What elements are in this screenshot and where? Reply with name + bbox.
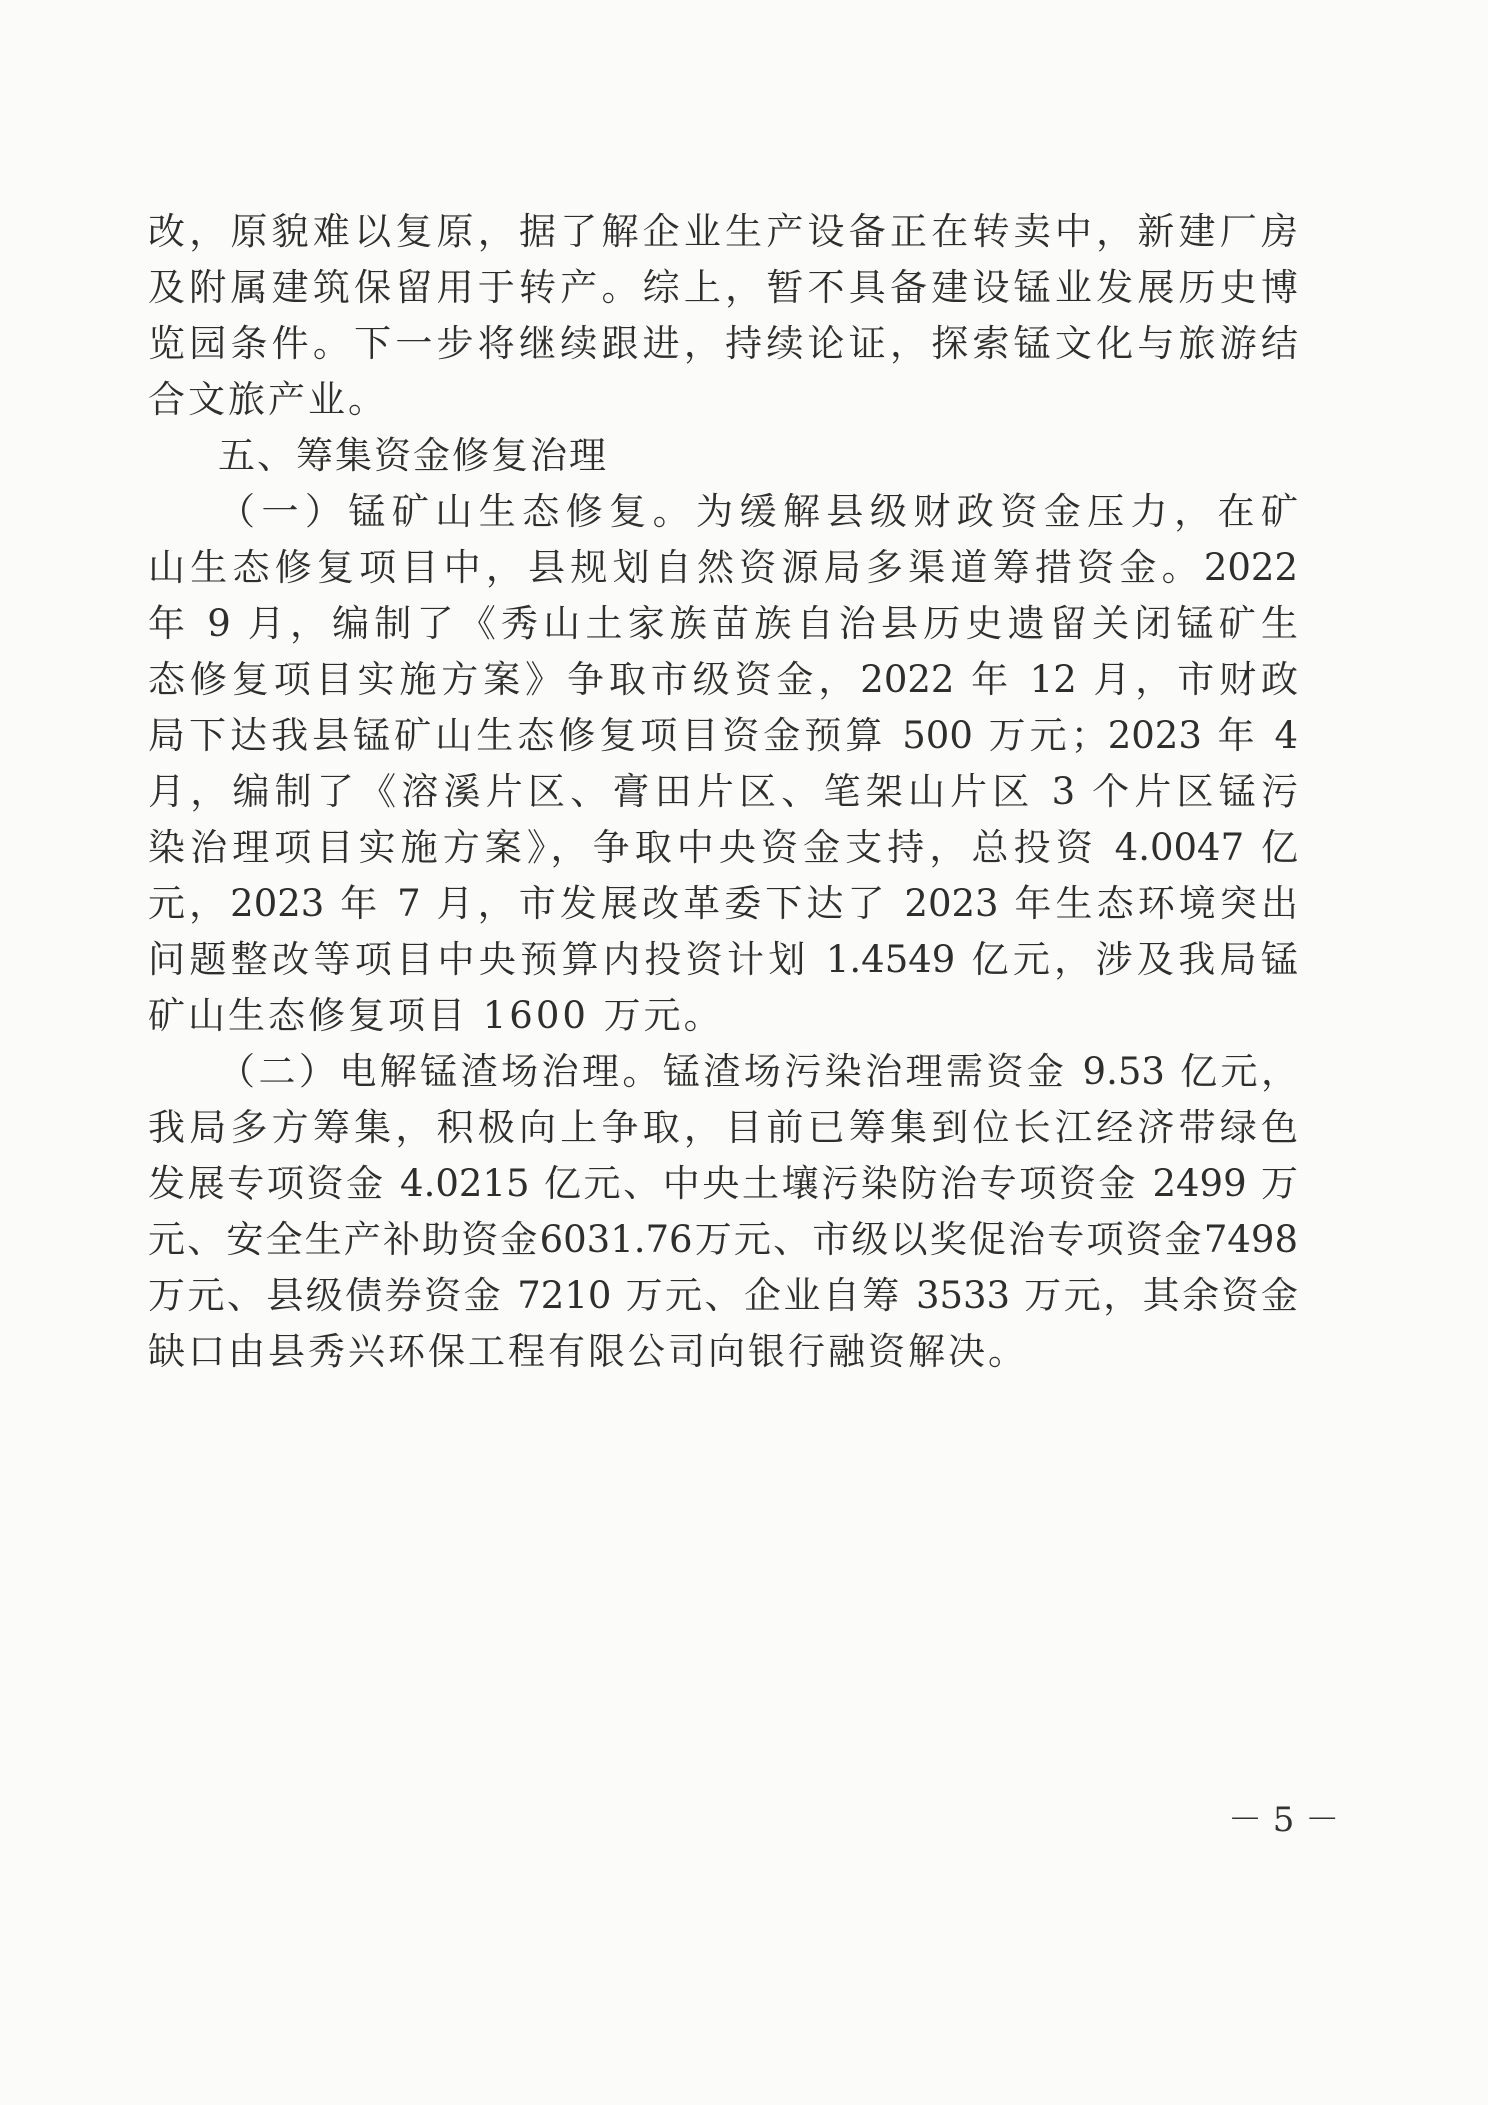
text-line: 缺口由县秀兴环保工程有限公司向银行融资解决。: [148, 1330, 1028, 1373]
text-line: 我局多方筹集，积极向上争取，目前已筹集到位长江经济带绿色: [148, 1106, 1298, 1149]
text-line: 及附属建筑保留用于转产。综上，暂不具备建设锰业发展历史博: [148, 266, 1298, 309]
text-line: 览园条件。下一步将继续跟进，持续论证，探索锰文化与旅游结: [148, 322, 1298, 365]
text-line: 改，原貌难以复原，据了解企业生产设备正在转卖中，新建厂房: [148, 210, 1298, 253]
text-line: 元、安全生产补助资金6031.76万元、市级以奖促治专项资金7498: [148, 1218, 1298, 1261]
page-number: － 5 －: [1228, 1800, 1340, 1840]
text-line: 态修复项目实施方案》争取市级资金，2022 年 12 月，市财政: [148, 658, 1298, 701]
section-heading: 五、筹集资金修复治理: [218, 434, 608, 477]
paragraph-mine-restoration: [148, 484, 1298, 1044]
text-line: 发展专项资金 4.0215 亿元、中央土壤污染防治专项资金 2499 万: [148, 1162, 1298, 1205]
text-line: （一）锰矿山生态修复。为缓解县级财政资金压力，在矿: [218, 490, 1298, 533]
text-line: 矿山生态修复项目 1600 万元。: [148, 994, 724, 1037]
text-line: 年 9 月，编制了《秀山土家族苗族自治县历史遗留关闭锰矿生: [148, 602, 1298, 645]
text-line: 染治理项目实施方案》，争取中央资金支持，总投资 4.0047 亿: [148, 826, 1298, 869]
text-line: 万元、县级债券资金 7210 万元、企业自筹 3533 万元，其余资金: [148, 1274, 1298, 1317]
text-line: 问题整改等项目中央预算内投资计划 1.4549 亿元，涉及我局锰: [148, 938, 1298, 981]
paragraph-continuation: [148, 204, 1298, 428]
text-line: 局下达我县锰矿山生态修复项目资金预算 500 万元；2023 年 4: [148, 714, 1298, 757]
text-line: （二）电解锰渣场治理。锰渣场污染治理需资金 9.53 亿元，: [218, 1050, 1298, 1093]
document-body: [148, 204, 1298, 1380]
paragraph-slag-site-treatment: [148, 1044, 1298, 1380]
text-line: 合文旅产业。: [148, 378, 388, 421]
text-line: 山生态修复项目中，县规划自然资源局多渠道筹措资金。2022: [148, 546, 1298, 589]
text-line: 月，编制了《溶溪片区、膏田片区、笔架山片区 3 个片区锰污: [148, 770, 1298, 813]
text-line: 元，2023 年 7 月，市发展改革委下达了 2023 年生态环境突出: [148, 882, 1298, 925]
